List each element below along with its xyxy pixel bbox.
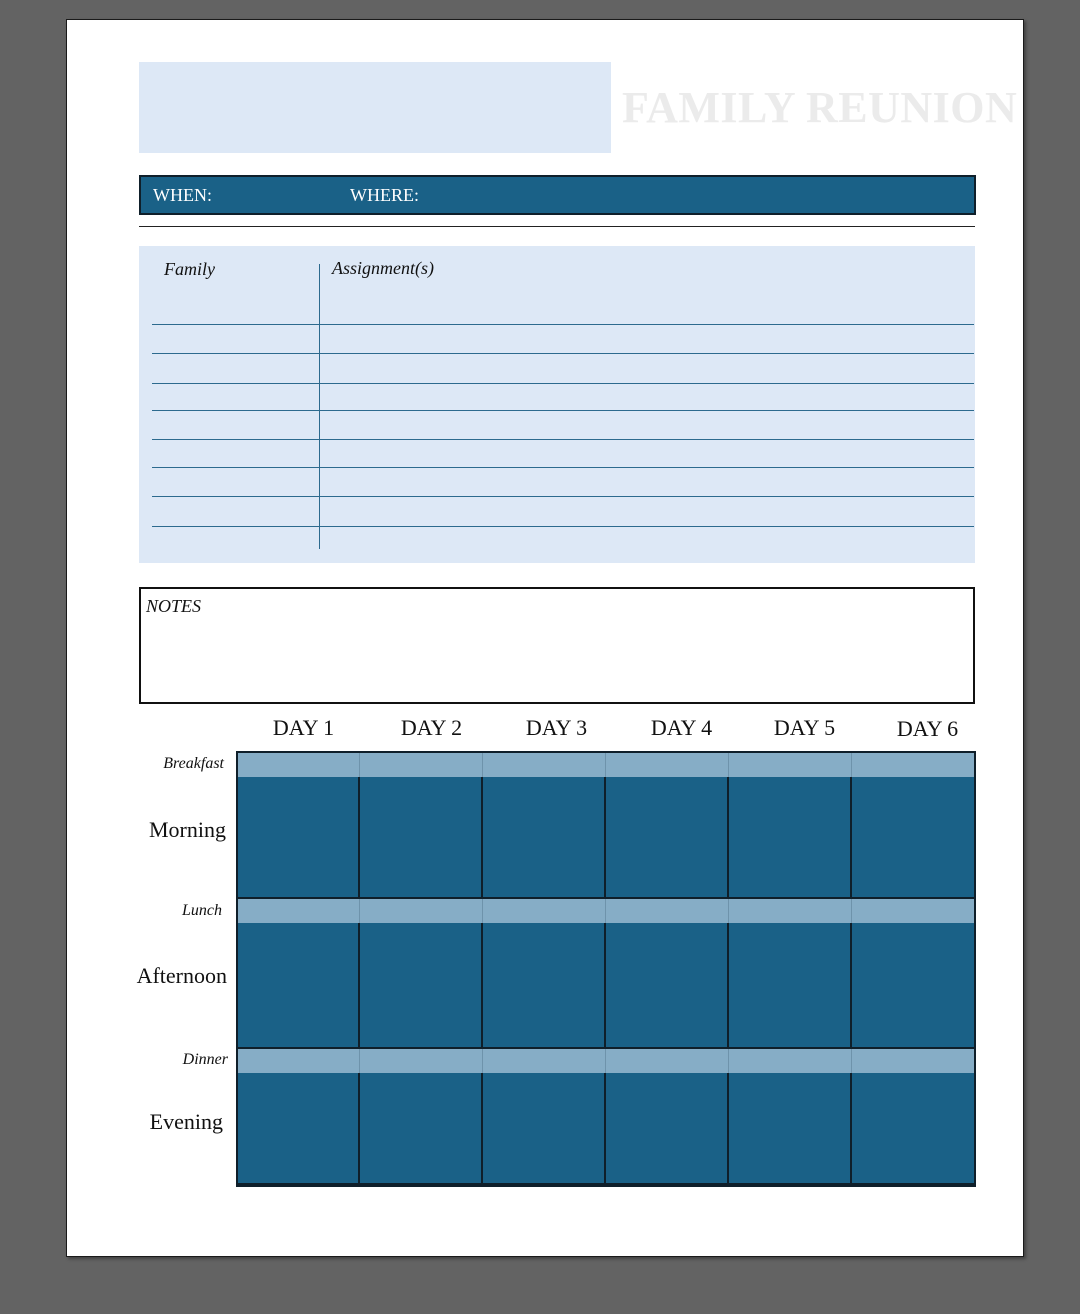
schedule-cell-lunch-day-3 bbox=[483, 899, 606, 923]
schedule-cell-breakfast-day-3 bbox=[483, 753, 606, 777]
row-label-lunch: Lunch bbox=[182, 902, 222, 919]
schedule-cell-breakfast-day-4 bbox=[606, 753, 729, 777]
schedule-cell-afternoon-day-6 bbox=[852, 923, 974, 1047]
row-label-dinner: Dinner bbox=[182, 1051, 228, 1068]
table-row-line bbox=[152, 324, 974, 325]
table-row-line bbox=[152, 383, 974, 384]
schedule-cell-breakfast-day-2 bbox=[360, 753, 483, 777]
schedule-cell-morning-day-2 bbox=[360, 777, 483, 897]
when-label: WHEN: bbox=[153, 185, 212, 205]
schedule-cell-evening-day-6 bbox=[852, 1073, 974, 1183]
schedule-cell-morning-day-5 bbox=[729, 777, 852, 897]
row-label-morning: Morning bbox=[149, 817, 226, 842]
planner-page bbox=[66, 19, 1024, 1257]
row-label-breakfast: Breakfast bbox=[163, 755, 224, 772]
schedule-cell-breakfast-day-5 bbox=[729, 753, 852, 777]
schedule-cell-evening-day-1 bbox=[238, 1073, 360, 1183]
divider bbox=[139, 226, 975, 227]
schedule-cell-dinner-day-3 bbox=[483, 1049, 606, 1073]
schedule-cell-morning-day-4 bbox=[606, 777, 729, 897]
where-label: WHERE: bbox=[350, 185, 419, 205]
schedule-cell-breakfast-day-6 bbox=[852, 753, 974, 777]
schedule-cell-evening-day-3 bbox=[483, 1073, 606, 1183]
day-header: DAY 3 bbox=[525, 715, 588, 740]
schedule-cell-evening-day-2 bbox=[360, 1073, 483, 1183]
schedule-cell-morning-day-1 bbox=[238, 777, 360, 897]
schedule-cell-afternoon-day-1 bbox=[238, 923, 360, 1047]
table-row-line bbox=[152, 410, 974, 411]
schedule-cell-breakfast-day-1 bbox=[238, 753, 360, 777]
day-header: DAY 6 bbox=[896, 716, 959, 741]
schedule-cell-dinner-day-5 bbox=[729, 1049, 852, 1073]
schedule-cell-lunch-day-4 bbox=[606, 899, 729, 923]
table-row-line bbox=[152, 467, 974, 468]
schedule-cell-morning-day-6 bbox=[852, 777, 974, 897]
notes-label: NOTES bbox=[146, 596, 202, 616]
day-header: DAY 4 bbox=[650, 715, 713, 740]
schedule-cell-lunch-day-5 bbox=[729, 899, 852, 923]
table-row-line bbox=[152, 439, 974, 440]
page-title: FAMILY REUNION bbox=[622, 83, 1018, 132]
schedule-cell-dinner-day-1 bbox=[238, 1049, 360, 1073]
row-label-evening: Evening bbox=[149, 1109, 223, 1134]
assignment-column-header: Assignment(s) bbox=[332, 258, 434, 278]
schedule-cell-dinner-day-6 bbox=[852, 1049, 974, 1073]
notes-box bbox=[139, 587, 975, 704]
schedule-cell-afternoon-day-2 bbox=[360, 923, 483, 1047]
assignments-table bbox=[139, 246, 975, 563]
table-row-line bbox=[152, 526, 974, 527]
table-row-line bbox=[152, 496, 974, 497]
schedule-cell-afternoon-day-5 bbox=[729, 923, 852, 1047]
schedule-grid bbox=[236, 751, 976, 1187]
day-header: DAY 2 bbox=[400, 715, 463, 740]
day-header: DAY 1 bbox=[272, 715, 335, 740]
schedule-cell-lunch-day-6 bbox=[852, 899, 974, 923]
column-divider bbox=[319, 264, 320, 549]
table-row-line bbox=[152, 353, 974, 354]
day-header: DAY 5 bbox=[773, 715, 836, 740]
schedule-cell-evening-day-4 bbox=[606, 1073, 729, 1183]
schedule-cell-lunch-day-2 bbox=[360, 899, 483, 923]
title-block bbox=[139, 62, 611, 153]
family-column-header: Family bbox=[164, 259, 215, 279]
schedule-cell-afternoon-day-4 bbox=[606, 923, 729, 1047]
when-where-bar bbox=[139, 175, 976, 215]
row-label-afternoon: Afternoon bbox=[136, 963, 227, 988]
schedule-cell-lunch-day-1 bbox=[238, 899, 360, 923]
schedule-cell-dinner-day-4 bbox=[606, 1049, 729, 1073]
schedule-cell-morning-day-3 bbox=[483, 777, 606, 897]
schedule-cell-dinner-day-2 bbox=[360, 1049, 483, 1073]
schedule-cell-evening-day-5 bbox=[729, 1073, 852, 1183]
schedule-cell-afternoon-day-3 bbox=[483, 923, 606, 1047]
